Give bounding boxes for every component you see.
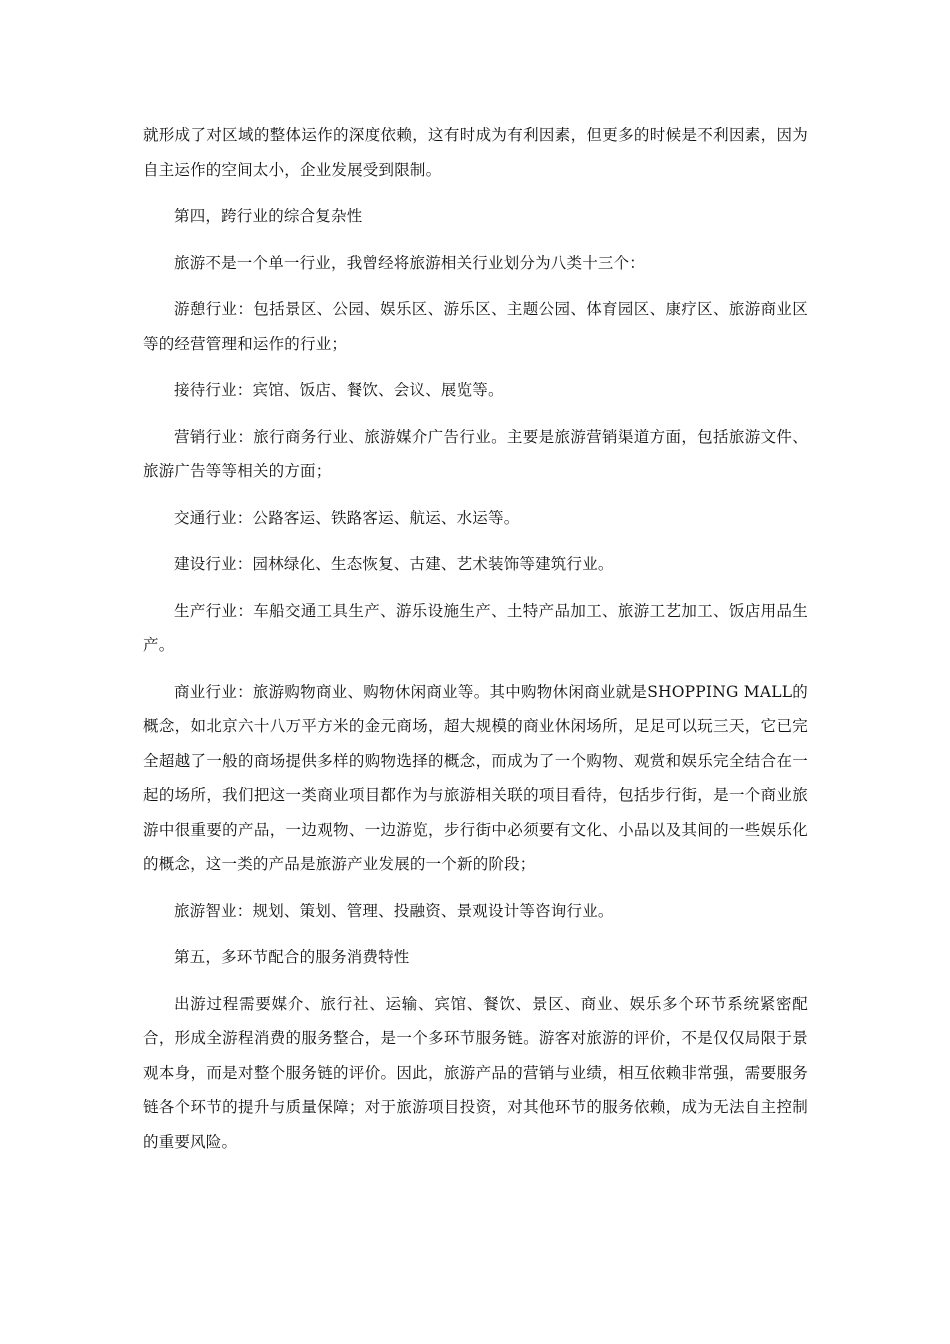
paragraph-recreation-industry: 游憩行业：包括景区、公园、娱乐区、游乐区、主题公园、体育园区、康疗区、旅游商业区等的经营管理和运作的行业； [143, 300, 808, 353]
paragraph-commerce-industry: 商业行业：旅游购物商业、购物休闲商业等。其中购物休闲商业就是SHOPPING MALL的概念，如北京六十八万平方米的金元商场，超大规模的商业休闲场所，足足可以玩三天，它已完全超越了一般的商场提供多样的购物选择的概念，而成为了一个购物、观赏和娱乐完全结合在一起的场所，我们把这一类商业项目都作为与旅游相关联的项目看待，包括步行街，是一个商业旅游中很重要的产品，一边观物、一边游览，步行街中必须要有文化、小品以及其间的一些娱乐化的概念，这一类的产品是旅游产业发展的一个新的阶段； [143, 682, 808, 873]
paragraph-marketing-industry: 营销行业：旅行商务行业、旅游媒介广告行业。主要是旅游营销渠道方面，包括旅游文件、旅游广告等等相关的方面； [143, 427, 808, 480]
paragraph-intro-industries: 旅游不是一个单一行业，我曾经将旅游相关行业划分为八类十三个： [174, 253, 646, 272]
paragraph-service-chain: 出游过程需要媒介、旅行社、运输、宾馆、餐饮、景区、商业、娱乐多个环节系统紧密配合，形成全游程消费的服务整合，是一个多环节服务链。游客对旅游的评价，不是仅仅局限于景观本身，而是对整个服务链的评价。因此，旅游产品的营销与业绩，相互依赖非常强，需要服务链各个环节的提升与质量保障；对于旅游项目投资，对其他环节的服务依赖，成为无法自主控制的重要风险。 [143, 994, 808, 1151]
section-heading-fifth: 第五，多环节配合的服务消费特性 [174, 948, 410, 966]
paragraph-production-industry: 生产行业：车船交通工具生产、游乐设施生产、土特产品加工、旅游工艺加工、饭店用品生产。 [143, 601, 808, 654]
section-heading-fourth: 第四，跨行业的综合复杂性 [174, 207, 363, 225]
paragraph-consulting-industry: 旅游智业：规划、策划、管理、投融资、景观设计等咨询行业。 [174, 901, 614, 920]
paragraph-construction-industry: 建设行业：园林绿化、生态恢复、古建、艺术装饰等建筑行业。 [174, 555, 614, 573]
document-body [143, 118, 808, 1171]
paragraph-continuation: 就形成了对区域的整体运作的深度依赖，这有时成为有利因素，但更多的时候是不利因素，因为自主运作的空间太小，企业发展受到限制。 [143, 126, 808, 179]
paragraph-transport-industry: 交通行业：公路客运、铁路客运、航运、水运等。 [174, 508, 520, 527]
paragraph-hospitality-industry: 接待行业：宾馆、饭店、餐饮、会议、展览等。 [174, 381, 504, 399]
